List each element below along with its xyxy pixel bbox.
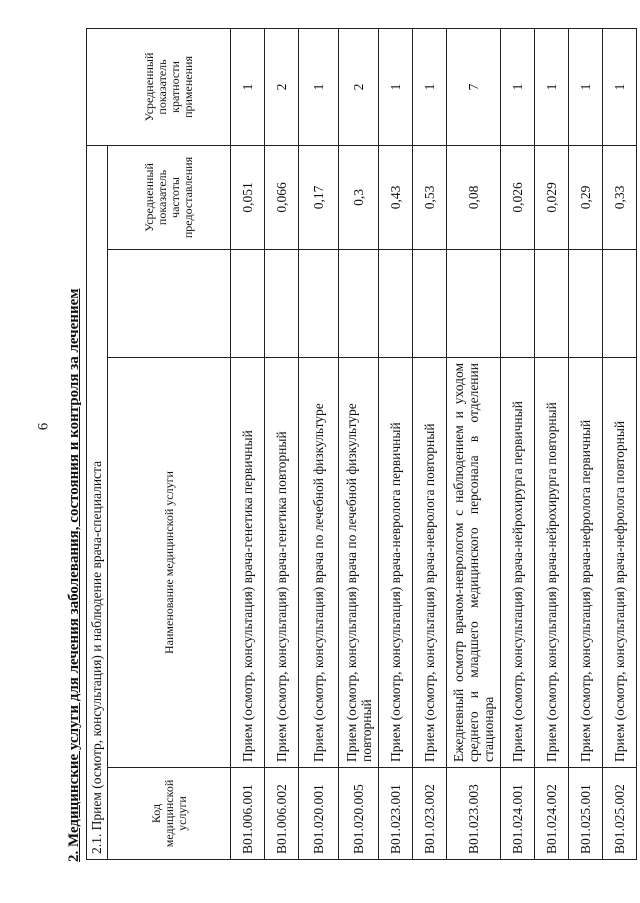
service-name-cell: Прием (осмотр, консультация) врача-невролога первичный: [379, 358, 413, 768]
row-spacer-cell: [339, 250, 379, 358]
multiplicity-cell: 1: [501, 28, 535, 145]
service-code-cell: B01.023.003: [447, 768, 501, 860]
multiplicity-cell: 1: [379, 28, 413, 145]
multiplicity-cell: 1: [231, 28, 265, 145]
table-row: [569, 28, 603, 859]
row-spacer-cell: [231, 250, 265, 358]
multiplicity-cell: 7: [447, 28, 501, 145]
row-spacer-cell: [299, 250, 339, 358]
table-row: [231, 28, 265, 859]
table-row: [501, 28, 535, 859]
multiplicity-cell: 1: [413, 28, 447, 145]
service-code-cell: B01.020.005: [339, 768, 379, 860]
multiplicity-cell: 1: [603, 28, 637, 145]
row-spacer-cell: [569, 250, 603, 358]
header-code: Код медицинской услуги: [108, 768, 231, 860]
service-name-cell: Ежедневный осмотр врачом-неврологом с наблюдением и уходом среднего и младшего медицинского персонала в отделении стационара: [447, 358, 501, 768]
header-multiplicity: Усредненный показатель кратности применения: [108, 28, 231, 145]
table-row: [413, 28, 447, 859]
table-row: [379, 28, 413, 859]
page-number: 6: [35, 422, 52, 431]
row-spacer-cell: [265, 250, 299, 358]
service-code-cell: B01.023.001: [379, 768, 413, 860]
multiplicity-cell: 2: [339, 28, 379, 145]
rotated-document-content: [66, 27, 627, 862]
service-code-cell: B01.020.001: [299, 768, 339, 860]
frequency-cell: 0,43: [379, 145, 413, 249]
row-spacer-cell: [603, 250, 637, 358]
frequency-cell: 0,051: [231, 145, 265, 249]
service-code-cell: B01.024.002: [535, 768, 569, 860]
table-row: [339, 28, 379, 859]
table-row: [299, 28, 339, 859]
service-name-cell: Прием (осмотр, консультация) врача-нефролога повторный: [603, 358, 637, 768]
service-name-cell: Прием (осмотр, консультация) врача-невролога повторный: [413, 358, 447, 768]
multiplicity-cell: 1: [299, 28, 339, 145]
row-spacer-cell: [379, 250, 413, 358]
row-spacer-cell: [413, 250, 447, 358]
subsection-row: [87, 28, 108, 859]
table-row: [535, 28, 569, 859]
frequency-cell: 0,08: [447, 145, 501, 249]
frequency-cell: 0,53: [413, 145, 447, 249]
row-spacer-cell: [535, 250, 569, 358]
service-code-cell: B01.024.001: [501, 768, 535, 860]
section-title: 2. Медицинские услуги для лечения заболевания, состояния и контроля за лечением: [66, 288, 82, 862]
frequency-cell: 0,3: [339, 145, 379, 249]
frequency-cell: 0,29: [569, 145, 603, 249]
frequency-cell: 0,17: [299, 145, 339, 249]
service-name-cell: Прием (осмотр, консультация) врача-нейрохирурга первичный: [501, 358, 535, 768]
table-header-row: [108, 28, 231, 859]
row-spacer-cell: [501, 250, 535, 358]
multiplicity-cell: 1: [569, 28, 603, 145]
table-row: [265, 28, 299, 859]
service-code-cell: B01.023.002: [413, 768, 447, 860]
service-code-cell: B01.025.002: [603, 768, 637, 860]
table-row: [603, 28, 637, 859]
service-code-cell: B01.025.001: [569, 768, 603, 860]
multiplicity-cell: 2: [265, 28, 299, 145]
frequency-cell: 0,026: [501, 145, 535, 249]
service-name-cell: Прием (осмотр, консультация) врача по лечебной физкультуре: [299, 358, 339, 768]
header-spacer: [108, 250, 231, 358]
table-body: [231, 28, 637, 859]
multiplicity-cell: 1: [535, 28, 569, 145]
service-name-cell: Прием (осмотр, консультация) врача-нейрохирурга повторный: [535, 358, 569, 768]
services-table: [86, 28, 637, 860]
subsection-empty-cell: [87, 28, 108, 145]
frequency-cell: 0,029: [535, 145, 569, 249]
service-name-cell: Прием (осмотр, консультация) врача-генетика первичный: [231, 358, 265, 768]
frequency-cell: 0,33: [603, 145, 637, 249]
subsection-title: 2.1. Прием (осмотр, консультация) и наблюдение врача-специалиста: [87, 145, 108, 859]
service-name-cell: Прием (осмотр, консультация) врача по лечебной физкультуре повторный: [339, 358, 379, 768]
frequency-cell: 0,066: [265, 145, 299, 249]
service-name-cell: Прием (осмотр, консультация) врача-генетика повторный: [265, 358, 299, 768]
table-row: [447, 28, 501, 859]
header-name: Наименование медицинской услуги: [108, 358, 231, 768]
header-frequency: Усредненный показатель частоты предоставления: [108, 145, 231, 249]
service-name-cell: Прием (осмотр, консультация) врача-нефролога первичный: [569, 358, 603, 768]
row-spacer-cell: [447, 250, 501, 358]
service-code-cell: B01.006.001: [231, 768, 265, 860]
service-code-cell: B01.006.002: [265, 768, 299, 860]
